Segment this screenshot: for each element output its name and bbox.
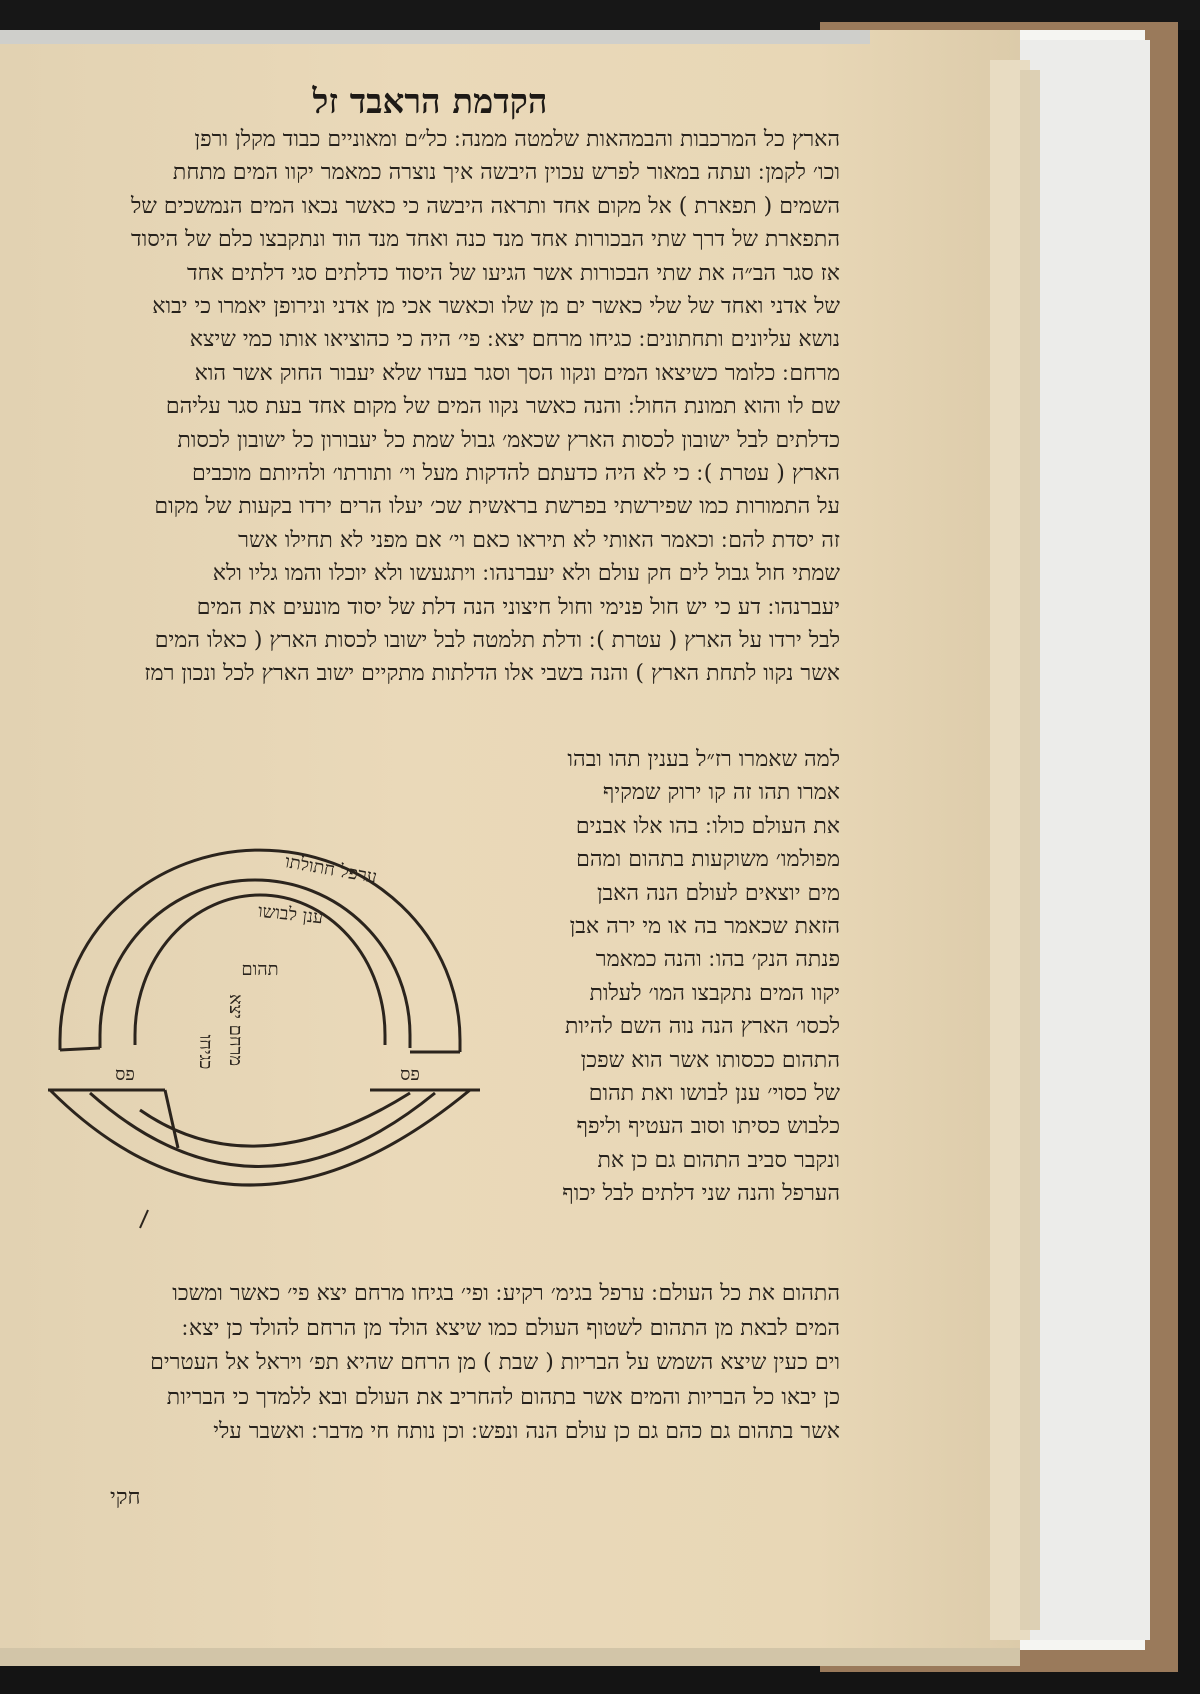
text-line: פנתה הנק׳ בהו ׃ והנה כמאמר <box>595 947 840 973</box>
text-line: יקוו המים נתקבצו המו׳ לעלות <box>589 980 840 1006</box>
text-line: שם לו והוא תמונת החול ׃ והנה כאשר נקוו המים של מקום אחד בעת סגר עליהם <box>165 394 840 420</box>
bottom-page-edge <box>0 1648 1020 1666</box>
text-line: ונקבר סביב התהום גם כן את <box>597 1147 840 1173</box>
left-bottom-line <box>60 1048 100 1050</box>
center-divider <box>165 1090 178 1148</box>
text-line: מים יוצאים לעולם הנה האבן <box>596 880 840 906</box>
text-line: כלבוש כסיתו וסוב העטיף וליפף <box>576 1114 840 1140</box>
text-line: אשר בתהום גם כהם גם כן עולם הנה ונפש ׃ וכן נותח חי מדבר ׃ ואשבר עלי <box>213 1419 840 1444</box>
stray-mark <box>140 1210 148 1228</box>
text-line: מפולמו׳ משוקעות בתהום ומהם <box>576 847 840 873</box>
text-line: לבל ירדו על הארץ ( עטרת ) ׃ ודלת תלמטה לבל ישובו לכסות הארץ ( כאלו המים <box>154 628 840 653</box>
text-line: השמים ( תפארת ) אל מקום אחד ותראה היבשה כי כאשר נכאו המים הנמשכים של <box>131 193 840 219</box>
page-header: הקדמת הראבד זל <box>312 82 548 122</box>
text-line: התפארת של דרך שתי הבכורות אחד מנד כנה ואחד מנד הוד ונתקבצו כלם של היסוד <box>131 227 840 253</box>
top-paper-strip <box>0 30 870 44</box>
text-line: של כסוי׳ ענן לבושו ואת תהום <box>588 1081 840 1106</box>
vertical-label-2: מרחם יצא <box>225 993 246 1067</box>
text-line: אשר נקוו לתחת הארץ ) והנה בשבי אלו הדלתות מתקיים ישוב הארץ לכל ונכון רמז <box>144 661 840 687</box>
text-line: הארץ כל המרכבות והבמהאות שלמטה ממנה ׃ כל״ם ומאוניים כבוד מקלן ורפן <box>194 127 840 152</box>
text-line: וים כעין שיצא השמש על הבריות ( שבת ) מן הרחם שהיא תפ׳ ויראל אל העטרים <box>150 1350 840 1375</box>
catchword: חקי <box>110 1485 141 1510</box>
text-line: זה יסדת להם ׃ וכאמר האותי לא תיראו כאם וי׳ אם מפני לא תחילו אשר <box>238 527 840 553</box>
outer-bowl <box>50 1090 470 1185</box>
text-line: לכסו׳ הארץ הנה נוה השם להיות <box>565 1014 840 1040</box>
cosmology-diagram <box>40 790 490 1270</box>
text-line: למה שאמרו רז״ל בענין תהו ובהו <box>567 747 840 772</box>
text-line: של אדני ואחד של שלי כאשר ים מן שלו וכאשר אכי מן אדני ונירופן יאמרו כי יבוא <box>152 294 840 319</box>
text-line: את העולם כולו ׃ בהו אלו אבנים <box>575 813 840 839</box>
middle-label: ענן לבושו <box>256 900 325 929</box>
middle-bowl <box>90 1093 435 1167</box>
text-line: הערפל והנה שני דלתים לבל יכוף <box>562 1181 840 1207</box>
outer-label: ערפל חתולתו <box>283 851 379 888</box>
text-line: התהום ככסותו אשר הוא שפכן <box>580 1047 840 1073</box>
text-line: נושא עליונים ותחתונים ׃ כגיחו מרחם יצא ׃ פי׳ היה כי כהוציאו אותו כמי שיצא <box>189 327 840 353</box>
text-line: כן יבאו כל הבריות והמים אשר בתהום להחריב את העולם ובא ללמדך כי הבריות <box>166 1384 840 1410</box>
text-line: וכו׳ לקמן ׃ ועתה במאור לפרש עכוין היבשה איך נוצרה כמאמר יקוו המים מתחת <box>172 160 840 186</box>
text-line: הזאת שכאמר בה או מי ירה אבן <box>569 914 840 939</box>
right-mark: פס <box>400 1064 420 1085</box>
text-line: אמרו תהו זה קו ירוק שמקיף <box>602 780 840 806</box>
text-line: המים לבאת מן התהום לשטוף העולם כמו שיצא הולד מן הרחם להולד כן יצא ׃ <box>181 1315 840 1341</box>
text-line: מרחם ׃ כלומר כשיצאו המים ונקוו הסך וסגר בעדו שלא יעבור החוק אשר הוא <box>194 360 840 386</box>
text-line: על התמורות כמו שפירשתי בפרשת בראשית שכ׳ יעלו הרים ירדו בקעות של מקום <box>154 494 840 520</box>
inner-label: תהום <box>241 959 279 980</box>
text-line: יעברנהו ׃ דע כי יש חול פנימי וחול חיצוני הנה דלת של יסוד מונעים את המים <box>196 594 840 620</box>
text-line: הארץ ( עטרת ) ׃ כי לא היה כדעתם להדקות מעל וי׳ ותורתו׳ ולהיותם מוכבים <box>191 461 840 486</box>
text-line: כדלתים לבל ישובון לכסות הארץ שכאמ׳ גבול שמת כל יעבורון כל ישובון לכסות <box>177 427 840 453</box>
vertical-label-1: כגיחו <box>195 1034 216 1070</box>
page-edge-inner <box>1020 70 1040 1630</box>
text-line: התהום את כל העולם ׃ ערפל בגימ׳ רקיע ׃ ופי׳ בגיחו מרחם יצא פי׳ כאשר ומשכו <box>172 1281 840 1306</box>
text-line: אז סגר הב״ה את שתי הבכורות אשר הגיעו של היסוד כדלתים סגי דלתים אחד <box>186 260 840 286</box>
left-mark: פס <box>115 1064 135 1085</box>
text-line: שמתי חול גבול לים חק עולם ולא יעברנהו ׃ ויתגעשו ולא יוכלו והמו גליו ולא <box>212 561 840 587</box>
